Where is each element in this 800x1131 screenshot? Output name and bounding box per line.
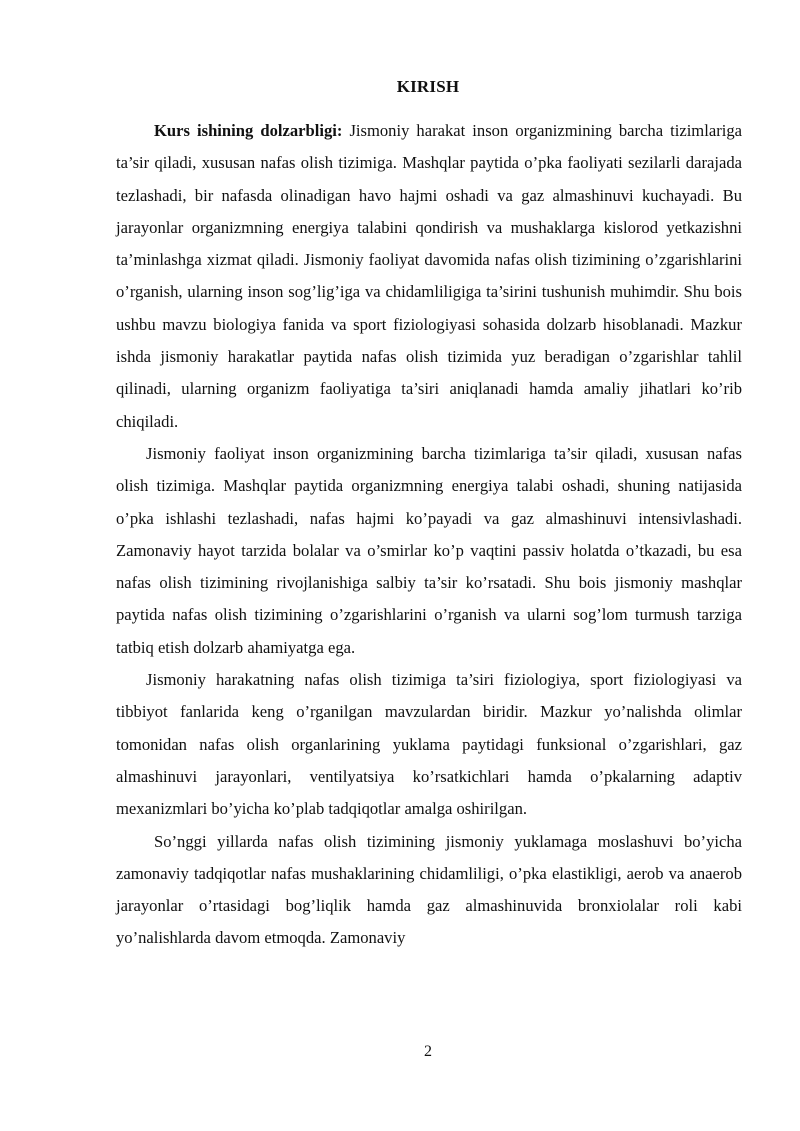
page-number: 2	[424, 1043, 432, 1060]
paragraph-text: Jismoniy harakat inson organizmining barcha tizimlariga ta’sir qiladi, xususan nafas olish tizimiga. Mashqlar paytida o’pka faoliyati sezilarli darajada tezlashadi, bir nafasda olinadigan havo hajmi oshadi va gaz almashinuvi kuchayadi. Bu jarayonlar organizmning energiya talabini qondirish va mushaklarga kislorod yetkazishni ta’minlashga xizmat qiladi. Jismoniy faoliyat davomida nafas olish tizimining o’zgarishlarini o’rganish, ularning inson sog’lig’iga va chidamliligiga ta’sirini tushunish muhimdir. Shu bois ushbu mavzu biologiya fanida va sport fiziologiyasi sohasida dolzarb hisoblanadi. Mazkur ishda jismoniy harakatlar paytida nafas olish tizimida yuz beradigan o’zgarishlar tahlil qilinadi, ularning organizm faoliyatiga ta’siri aniqlanadi hamda amaliy jihatlari ko’rib chiqiladi.	[116, 121, 742, 431]
section-heading: KIRISH	[396, 77, 460, 96]
paragraph-text: Jismoniy harakatning nafas olish tizimiga ta’siri fiziologiya, sport fiziologiyasi va tibbiyot fanlarida keng o’rganilgan mavzulardan biridir. Mazkur yo’nalishda olimlar tomonidan nafas olish organlarining yuklama paytidagi funksional o’zgarishlari, gaz almashinuvi jarayonlari, ventilyatsiya ko’rsatkichlari hamda o’pkalarning adaptiv mexanizmlari bo’yicha ko’plab tadqiqotlar amalga oshirilgan.	[116, 670, 742, 819]
paragraph-research-topic	[116, 664, 742, 825]
paragraph-recent-studies	[116, 826, 742, 955]
paragraph-lead: Kurs ishining dolzarbligi:	[154, 121, 343, 140]
paragraph-relevance	[116, 115, 742, 438]
body-text	[116, 115, 742, 955]
paragraph-text: So’nggi yillarda nafas olish tizimining jismoniy yuklamaga moslashuvi bo’yicha zamonaviy tadqiqotlar nafas mushaklarining chidamliligi, o’pka elastikligi, aerob va anaerob jarayonlar o’rtasidagi bog’liqlik hamda gaz almashinuvida bronxiolalar roli kabi yo’nalishlarda davom etmoqda. Zamonaviy	[116, 831, 742, 948]
paragraph-physical-activity	[116, 438, 742, 664]
paragraph-text: Jismoniy faoliyat inson organizmining barcha tizimlariga ta’sir qiladi, xususan nafas olish tizimiga. Mashqlar paytida organizmning energiya talabi oshadi, shuning natijasida o’pka ishlashi tezlashadi, nafas hajmi ko’payadi va gaz almashinuvi intensivlashadi. Zamonaviy hayot tarzida bolalar va o’smirlar ko’p vaqtini passiv holatda o’tkazadi, bu esa nafas olish tizimining rivojlanishiga salbiy ta’sir ko’rsatadi. Shu bois jismoniy mashqlar paytida nafas olish tizimining o’zgarishlarini o’rganish va ularni sog’lom turmush tarziga tatbiq etish dolzarb ahamiyatga ega.	[116, 443, 742, 657]
